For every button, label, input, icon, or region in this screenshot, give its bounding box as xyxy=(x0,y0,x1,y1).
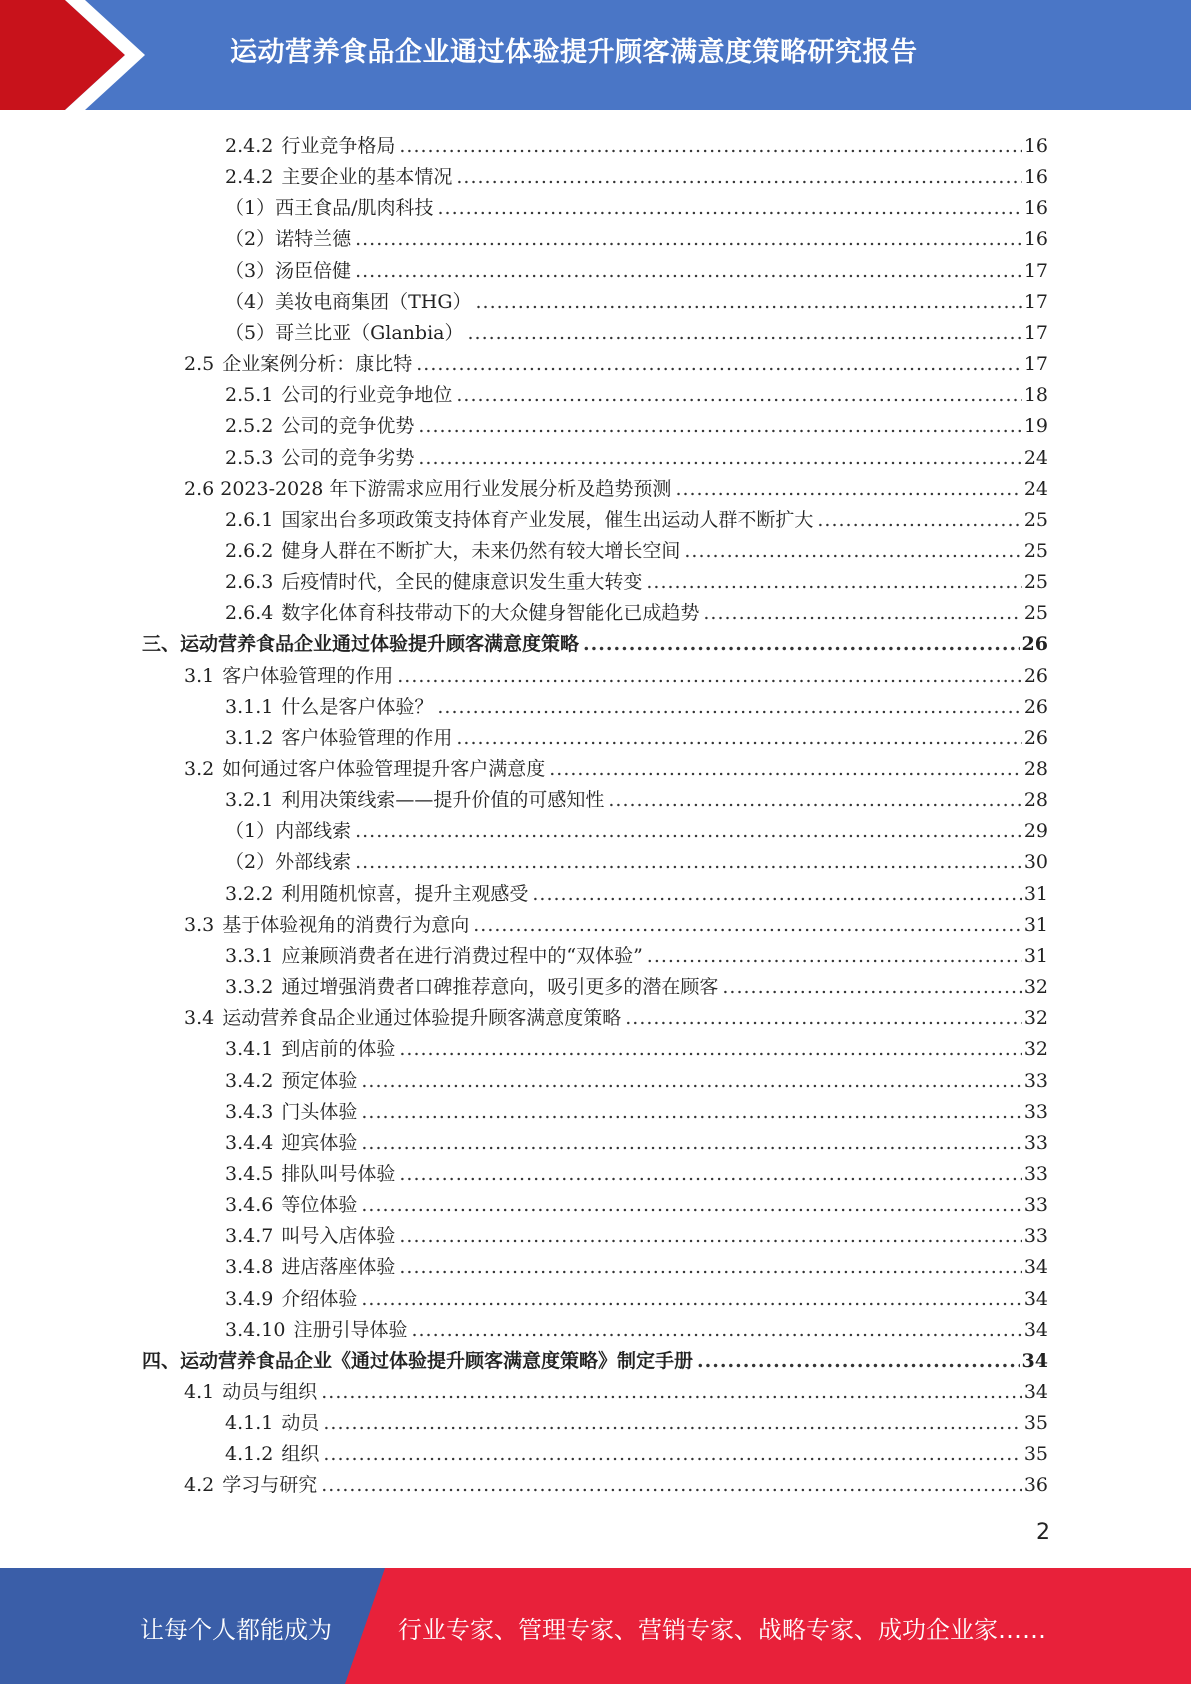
toc-entry-page: 17 xyxy=(1023,321,1048,344)
toc-entry-number: 3.1.1 xyxy=(225,695,274,718)
toc-entry[interactable] xyxy=(225,376,1048,407)
toc-entry[interactable] xyxy=(225,594,1048,625)
toc-entry-title: 利用随机惊喜，提升主观感受 xyxy=(281,882,529,905)
toc-dot-leader xyxy=(411,1318,1021,1342)
toc-dot-leader xyxy=(418,446,1021,470)
toc-entry[interactable] xyxy=(225,1155,1048,1186)
toc-dot-leader xyxy=(625,1006,1022,1030)
toc-dot-leader xyxy=(456,726,1021,750)
toc-entry-title: （1）西王食品/肌肉科技 xyxy=(225,197,434,220)
toc-entry-number: 3.4 xyxy=(184,1007,215,1030)
toc-entry[interactable] xyxy=(225,719,1048,750)
toc-entry-page: 28 xyxy=(1023,789,1048,812)
toc-dot-leader xyxy=(647,944,1022,968)
toc-dot-leader xyxy=(437,695,1021,719)
toc-entry-page: 31 xyxy=(1023,913,1048,936)
toc-entry-title: 学习与研究 xyxy=(222,1474,318,1497)
toc-dot-leader xyxy=(608,788,1021,812)
toc-entry[interactable] xyxy=(225,1311,1048,1342)
toc-entry-number: 3.3.2 xyxy=(225,976,274,999)
toc-entry-number: 3.4.1 xyxy=(225,1038,274,1061)
toc-entry-title: 三、运动营养食品企业通过体验提升顾客满意度策略 xyxy=(142,633,580,656)
toc-entry-title: （5）哥兰比亚（Glanbia） xyxy=(225,321,464,344)
toc-entry-number: 3.2.1 xyxy=(225,789,274,812)
page-footer xyxy=(0,1568,1191,1684)
toc-dot-leader xyxy=(418,414,1021,438)
toc-entry-number: 2.5.3 xyxy=(225,446,274,469)
toc-entry[interactable] xyxy=(184,1466,1048,1497)
toc-dot-leader xyxy=(323,1442,1021,1466)
toc-entry-title: 注册引导体验 xyxy=(293,1318,408,1341)
toc-entry-page: 35 xyxy=(1023,1443,1048,1466)
toc-dot-leader xyxy=(549,757,1022,781)
toc-entry[interactable] xyxy=(225,252,1048,283)
toc-entry-number: 2.4.2 xyxy=(225,166,274,189)
toc-entry[interactable] xyxy=(225,1093,1048,1124)
toc-entry-number: 2.5 xyxy=(184,353,215,376)
toc-dot-leader xyxy=(467,321,1021,345)
toc-entry-page: 19 xyxy=(1023,415,1048,438)
toc-entry-page: 24 xyxy=(1023,477,1048,500)
toc-entry-title: 公司的竞争劣势 xyxy=(281,446,415,469)
toc-dot-leader xyxy=(361,1131,1021,1155)
page-header xyxy=(0,0,1191,110)
toc-dot-leader xyxy=(646,570,1021,594)
toc-entry-number: 2.6.3 xyxy=(225,571,274,594)
toc-dot-leader xyxy=(361,1069,1021,1093)
toc-entry-page: 25 xyxy=(1023,571,1048,594)
toc-entry-title: （2）诺特兰德 xyxy=(225,228,352,251)
report-title: 运动营养食品企业通过体验提升顾客满意度策略研究报告 xyxy=(230,37,918,68)
toc-entry[interactable] xyxy=(225,563,1048,594)
toc-entry-title: 应兼顾消费者在进行消费过程中的“双体验” xyxy=(281,944,643,967)
toc-entry-number: 3.4.5 xyxy=(225,1162,274,1185)
toc-dot-leader xyxy=(583,632,1020,656)
toc-entry-page: 17 xyxy=(1023,290,1048,313)
toc-entry-title: 公司的行业竞争地位 xyxy=(281,384,453,407)
toc-entry-number: 2.6.1 xyxy=(225,508,274,531)
toc-entry-page: 31 xyxy=(1023,944,1048,967)
toc-entry-title: 数字化体育科技带动下的大众健身智能化已成趋势 xyxy=(281,602,700,625)
toc-entry-number: 3.3.1 xyxy=(225,944,274,967)
toc-entry[interactable] xyxy=(184,999,1048,1030)
toc-entry-number: 3.3 xyxy=(184,913,215,936)
toc-entry-title: （2）外部线索 xyxy=(225,851,352,874)
toc-entry-title: 迎宾体验 xyxy=(281,1131,358,1154)
toc-entry[interactable] xyxy=(184,657,1048,688)
toc-entry-title: 运动营养食品企业通过体验提升顾客满意度策略 xyxy=(222,1007,622,1030)
toc-entry-page: 25 xyxy=(1023,602,1048,625)
toc-dot-leader xyxy=(399,1162,1021,1186)
toc-entry-title: 基于体验视角的消费行为意向 xyxy=(222,913,470,936)
toc-entry-title: 企业案例分析：康比特 xyxy=(222,353,413,376)
toc-entry-number: 3.1 xyxy=(184,664,215,687)
toc-entry-page: 33 xyxy=(1023,1162,1048,1185)
toc-entry-number: 3.2.2 xyxy=(225,882,274,905)
toc-entry[interactable] xyxy=(225,283,1048,314)
toc-entry-number: 3.4.10 xyxy=(225,1318,286,1341)
toc-entry[interactable] xyxy=(225,688,1048,719)
toc-entry[interactable] xyxy=(225,1124,1048,1155)
toc-entry-title: 主要企业的基本情况 xyxy=(281,166,453,189)
toc-entry-title: 等位体验 xyxy=(281,1194,358,1217)
toc-entry-number: 3.1.2 xyxy=(225,726,274,749)
toc-entry-page: 32 xyxy=(1023,1038,1048,1061)
toc-entry[interactable] xyxy=(184,470,1048,501)
toc-entry[interactable] xyxy=(184,906,1048,937)
toc-entry[interactable] xyxy=(225,1030,1048,1061)
red-chevron-decoration xyxy=(0,0,170,110)
toc-entry-title: 预定体验 xyxy=(281,1069,358,1092)
toc-entry-title: 什么是客户体验？ xyxy=(281,695,434,718)
toc-dot-leader xyxy=(355,259,1022,283)
toc-dot-leader xyxy=(361,1193,1021,1217)
toc-entry[interactable] xyxy=(225,1186,1048,1217)
toc-dot-leader xyxy=(703,601,1021,625)
toc-entry[interactable] xyxy=(225,781,1048,812)
toc-entry-number: 2.4.2 xyxy=(225,135,274,157)
toc-dot-leader xyxy=(532,882,1021,906)
toc-entry-page: 34 xyxy=(1021,1349,1048,1372)
toc-entry-title: 动员 xyxy=(281,1412,320,1435)
toc-entry[interactable] xyxy=(225,1062,1048,1093)
toc-entry-number: 3.4.3 xyxy=(225,1100,274,1123)
toc-entry-number: 3.4.2 xyxy=(225,1069,274,1092)
toc-entry-page: 33 xyxy=(1023,1100,1048,1123)
toc-entry-page: 34 xyxy=(1023,1381,1048,1403)
toc-entry-page: 25 xyxy=(1023,539,1048,562)
toc-entry-title: 排队叫号体验 xyxy=(281,1162,396,1185)
toc-entry-number: 2.6.2 xyxy=(225,539,274,562)
toc-entry-title: 门头体验 xyxy=(281,1100,358,1123)
toc-entry-page: 34 xyxy=(1023,1287,1048,1310)
toc-entry-page: 28 xyxy=(1023,758,1048,780)
toc-entry[interactable] xyxy=(225,407,1048,438)
toc-dot-leader xyxy=(321,1380,1022,1404)
toc-entry-page: 31 xyxy=(1023,882,1048,905)
toc-entry[interactable] xyxy=(225,220,1048,251)
toc-dot-leader xyxy=(416,352,1022,376)
toc-entry[interactable] xyxy=(225,189,1048,220)
toc-entry-page: 16 xyxy=(1023,197,1048,220)
page-number: 2 xyxy=(1036,1520,1050,1545)
toc-entry-page: 16 xyxy=(1023,135,1048,157)
toc-entry[interactable] xyxy=(142,1342,1048,1373)
toc-dot-leader xyxy=(675,477,1021,501)
toc-entry-page: 33 xyxy=(1023,1194,1048,1217)
toc-entry-title: （3）汤臣倍健 xyxy=(225,259,352,282)
toc-entry-number: 4.1.2 xyxy=(225,1443,274,1466)
toc-dot-leader xyxy=(323,1411,1021,1435)
toc-entry[interactable] xyxy=(225,937,1048,968)
toc-dot-leader xyxy=(456,383,1021,407)
toc-dot-leader xyxy=(473,913,1022,937)
toc-entry-page: 17 xyxy=(1023,353,1048,376)
toc-entry-title: 叫号入店体验 xyxy=(281,1225,396,1248)
toc-entry-title: 健身人群在不断扩大，未来仍然有较大增长空间 xyxy=(281,539,681,562)
toc-entry-title: 行业竞争格局 xyxy=(281,135,396,157)
toc-dot-leader xyxy=(361,1100,1021,1124)
toc-dot-leader xyxy=(397,664,1022,688)
toc-entry-page: 16 xyxy=(1023,166,1048,189)
toc-entry[interactable] xyxy=(225,1217,1048,1248)
toc-dot-leader xyxy=(321,1473,1022,1497)
toc-entry-title: 利用决策线索——提升价值的可感知性 xyxy=(281,789,605,812)
toc-entry-number: 3.4.4 xyxy=(225,1131,274,1154)
toc-entry[interactable] xyxy=(225,532,1048,563)
toc-entry-title: 国家出台多项政策支持体育产业发展，催生出运动人群不断扩大 xyxy=(281,508,814,531)
toc-dot-leader xyxy=(456,165,1021,189)
toc-dot-leader xyxy=(355,819,1022,843)
toc-dot-leader xyxy=(355,227,1022,251)
toc-entry-title: （1）内部线索 xyxy=(225,820,352,843)
toc-entry-title: 组织 xyxy=(281,1443,320,1466)
toc-entry[interactable] xyxy=(184,345,1048,376)
toc-entry-title: 进店落座体验 xyxy=(281,1256,396,1279)
footer-slogan-right: 行业专家、管理专家、营销专家、战略专家、成功企业家…… xyxy=(398,1616,1046,1644)
toc-entry-page: 32 xyxy=(1023,1007,1048,1030)
toc-entry-title: 动员与组织 xyxy=(222,1381,318,1403)
toc-entry-title: 通过增强消费者口碑推荐意向，吸引更多的潜在顾客 xyxy=(281,976,719,999)
toc-entry-page: 33 xyxy=(1023,1069,1048,1092)
toc-entry-page: 35 xyxy=(1023,1412,1048,1435)
toc-entry[interactable] xyxy=(225,875,1048,906)
toc-entry[interactable] xyxy=(225,1435,1048,1466)
toc-entry-title: 后疫情时代，全民的健康意识发生重大转变 xyxy=(281,571,643,594)
toc-entry-number: 4.1 xyxy=(184,1381,215,1403)
toc-entry-number: 3.4.7 xyxy=(225,1225,274,1248)
toc-entry-page: 34 xyxy=(1023,1256,1048,1279)
toc-entry-number: 2.5.2 xyxy=(225,415,274,438)
toc-entry[interactable] xyxy=(225,158,1048,189)
toc-entry-number: 3.4.9 xyxy=(225,1287,274,1310)
toc-entry-number: 4.2 xyxy=(184,1474,215,1497)
toc-entry-page: 24 xyxy=(1023,446,1048,469)
toc-dot-leader xyxy=(476,290,1022,314)
toc-entry-title: 四、运动营养食品企业《通过体验提升顾客满意度策略》制定手册 xyxy=(142,1349,694,1372)
toc-entry-title: 介绍体验 xyxy=(281,1287,358,1310)
toc-entry-title: 如何通过客户体验管理提升客户满意度 xyxy=(222,758,546,780)
toc-dot-leader xyxy=(355,850,1022,874)
footer-slogan-left: 让每个人都能成为 xyxy=(140,1616,332,1644)
toc-entry-page: 18 xyxy=(1023,384,1048,407)
toc-entry-number: 2.5.1 xyxy=(225,384,274,407)
toc-dot-leader xyxy=(399,1037,1021,1061)
toc-entry-page: 16 xyxy=(1023,228,1048,251)
toc-entry-page: 26 xyxy=(1023,695,1048,718)
toc-entry-page: 29 xyxy=(1023,820,1048,843)
toc-dot-leader xyxy=(817,508,1021,532)
toc-entry-page: 32 xyxy=(1023,976,1048,999)
toc-entry-number: 3.4.8 xyxy=(225,1256,274,1279)
toc-entry-number: 4.1.1 xyxy=(225,1412,274,1435)
toc-entry-number: 3.4.6 xyxy=(225,1194,274,1217)
toc-dot-leader xyxy=(722,975,1021,999)
toc-dot-leader xyxy=(361,1287,1021,1311)
toc-entry-title: 客户体验管理的作用 xyxy=(222,664,394,687)
toc-entry-page: 26 xyxy=(1023,664,1048,687)
toc-entry[interactable] xyxy=(225,501,1048,532)
toc-entry[interactable] xyxy=(225,439,1048,470)
toc-entry-page: 36 xyxy=(1023,1474,1048,1497)
toc-dot-leader xyxy=(399,1224,1021,1248)
toc-entry-page: 34 xyxy=(1023,1318,1048,1341)
toc-entry-number: 3.2 xyxy=(184,758,215,780)
toc-entry[interactable] xyxy=(225,843,1048,874)
toc-dot-leader xyxy=(684,539,1021,563)
toc-entry-title: 公司的竞争优势 xyxy=(281,415,415,438)
toc-entry[interactable] xyxy=(225,1280,1048,1311)
toc-entry-page: 33 xyxy=(1023,1225,1048,1248)
toc-entry[interactable] xyxy=(184,750,1048,781)
toc-entry-title: 到店前的体验 xyxy=(281,1038,396,1061)
toc-entry[interactable] xyxy=(142,625,1048,656)
toc-entry-page: 25 xyxy=(1023,508,1048,531)
toc-entry[interactable] xyxy=(225,127,1048,158)
toc-entry-title: （4）美妆电商集团（THG） xyxy=(225,290,472,313)
toc-entry-page: 33 xyxy=(1023,1131,1048,1154)
toc-entry-page: 26 xyxy=(1021,633,1048,656)
toc-entry-page: 17 xyxy=(1023,259,1048,282)
toc-entry-title: 2.6 2023-2028 年下游需求应用行业发展分析及趋势预测 xyxy=(184,477,672,500)
toc-entry-page: 30 xyxy=(1023,851,1048,874)
toc-entry[interactable] xyxy=(225,314,1048,345)
toc-dot-leader xyxy=(438,196,1022,220)
toc-entry[interactable] xyxy=(225,1248,1048,1279)
toc-entry[interactable] xyxy=(184,1373,1048,1404)
toc-dot-leader xyxy=(399,1255,1021,1279)
toc-entry[interactable] xyxy=(225,1404,1048,1435)
toc-entry[interactable] xyxy=(225,968,1048,999)
toc-dot-leader xyxy=(399,134,1021,158)
toc-entry-title: 客户体验管理的作用 xyxy=(281,726,453,749)
toc-entry-number: 2.6.4 xyxy=(225,602,274,625)
toc-entry-page: 26 xyxy=(1023,726,1048,749)
toc-entry[interactable] xyxy=(225,812,1048,843)
toc-dot-leader xyxy=(697,1349,1020,1373)
